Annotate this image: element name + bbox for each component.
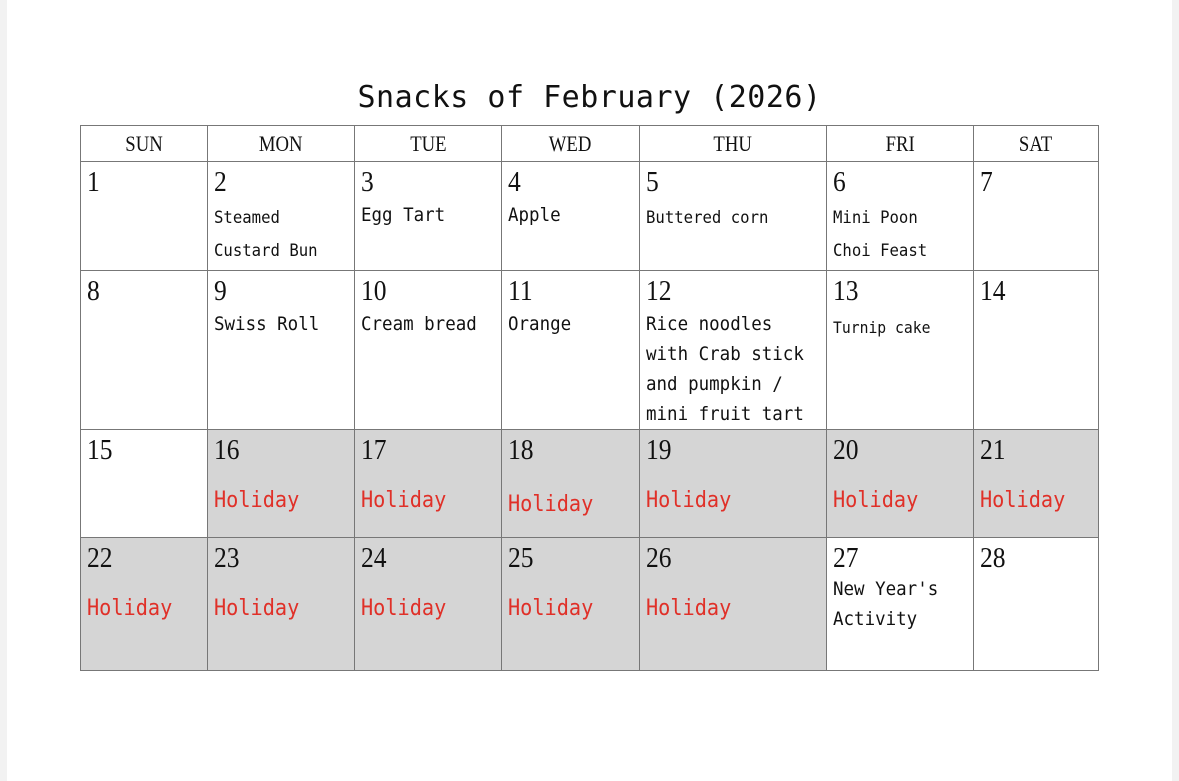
day-cell — [208, 162, 355, 271]
weekday-header-wed: WED — [502, 126, 640, 162]
holiday-label: Holiday — [646, 488, 732, 513]
holiday-label: Holiday — [508, 596, 594, 621]
holiday-label: Holiday — [361, 488, 447, 513]
day-number: 7 — [980, 166, 993, 198]
day-cell — [974, 271, 1099, 430]
day-number: 8 — [87, 275, 100, 307]
day-number: 17 — [361, 434, 387, 466]
weekday-header-row — [81, 126, 1099, 162]
weekday-header-sat: SAT — [974, 126, 1099, 162]
holiday-label: Holiday — [980, 488, 1066, 513]
snack-text: Steamed Custard Bun — [214, 208, 318, 261]
day-cell — [640, 271, 827, 430]
holiday-label: Holiday — [361, 596, 447, 621]
holiday-label: Holiday — [214, 488, 300, 513]
day-cell — [81, 430, 208, 538]
holiday-label: Holiday — [214, 596, 300, 621]
day-number: 19 — [646, 434, 672, 466]
weekday-header-tue: TUE — [355, 126, 502, 162]
day-cell — [355, 162, 502, 271]
day-cell — [640, 162, 827, 271]
weekday-header-mon: MON — [208, 126, 355, 162]
week-row-1 — [81, 162, 1099, 271]
snack-text: Buttered corn — [646, 208, 769, 228]
day-number: 2 — [214, 166, 227, 198]
holiday-cell — [81, 538, 208, 671]
day-number: 26 — [646, 542, 672, 574]
day-number: 22 — [87, 542, 113, 574]
day-cell — [827, 271, 974, 430]
day-number: 25 — [508, 542, 534, 574]
day-number: 15 — [87, 434, 113, 466]
holiday-cell — [502, 430, 640, 538]
snack-text: Swiss Roll — [214, 313, 320, 335]
snack-text: Cream bread — [361, 313, 477, 335]
day-number: 9 — [214, 275, 227, 307]
week-row-3 — [81, 430, 1099, 538]
holiday-cell — [208, 430, 355, 538]
week-row-2 — [81, 271, 1099, 430]
weekday-header-fri: FRI — [827, 126, 974, 162]
day-number: 11 — [508, 275, 533, 307]
snack-calendar — [80, 125, 1099, 671]
day-number: 12 — [646, 275, 672, 307]
snack-text: Rice noodles with Crab stick and pumpkin / mini fruit tart — [646, 313, 804, 425]
snack-text: New Year's Activity — [833, 578, 939, 630]
page-edge-right — [1172, 0, 1179, 781]
day-cell — [502, 162, 640, 271]
day-number: 5 — [646, 166, 659, 198]
day-cell — [81, 162, 208, 271]
snack-text: Orange — [508, 313, 572, 335]
calendar-title: Snacks of February (2026) — [357, 80, 822, 115]
day-cell — [81, 271, 208, 430]
holiday-label: Holiday — [646, 596, 732, 621]
day-cell — [974, 538, 1099, 671]
day-number: 21 — [980, 434, 1006, 466]
day-number: 1 — [87, 166, 100, 198]
day-number: 6 — [833, 166, 846, 198]
day-number: 20 — [833, 434, 859, 466]
snack-text: Mini Poon Choi Feast — [833, 208, 928, 261]
snack-text: Turnip cake — [833, 318, 931, 337]
holiday-label: Holiday — [87, 596, 173, 621]
day-number: 18 — [508, 434, 534, 466]
holiday-cell — [208, 538, 355, 671]
week-row-4 — [81, 538, 1099, 671]
holiday-cell — [640, 430, 827, 538]
day-number: 24 — [361, 542, 387, 574]
holiday-cell — [355, 538, 502, 671]
page-edge-left — [0, 0, 7, 781]
day-cell — [502, 271, 640, 430]
day-number: 4 — [508, 166, 521, 198]
holiday-cell — [355, 430, 502, 538]
day-cell — [355, 271, 502, 430]
day-number: 14 — [980, 275, 1006, 307]
day-number: 13 — [833, 275, 859, 307]
day-cell — [974, 162, 1099, 271]
holiday-cell — [974, 430, 1099, 538]
snack-text: Apple — [508, 204, 561, 226]
holiday-label: Holiday — [833, 488, 919, 513]
day-number: 27 — [833, 542, 859, 574]
day-number: 23 — [214, 542, 240, 574]
day-number: 10 — [361, 275, 387, 307]
weekday-header-sun: SUN — [81, 126, 208, 162]
weekday-header-thu: THU — [640, 126, 827, 162]
holiday-label: Holiday — [508, 492, 594, 517]
holiday-cell — [827, 430, 974, 538]
day-number: 28 — [980, 542, 1006, 574]
day-cell — [208, 271, 355, 430]
day-cell — [827, 538, 974, 671]
holiday-cell — [502, 538, 640, 671]
day-cell — [827, 162, 974, 271]
holiday-cell — [640, 538, 827, 671]
day-number: 16 — [214, 434, 240, 466]
snack-text: Egg Tart — [361, 204, 446, 226]
day-number: 3 — [361, 166, 374, 198]
